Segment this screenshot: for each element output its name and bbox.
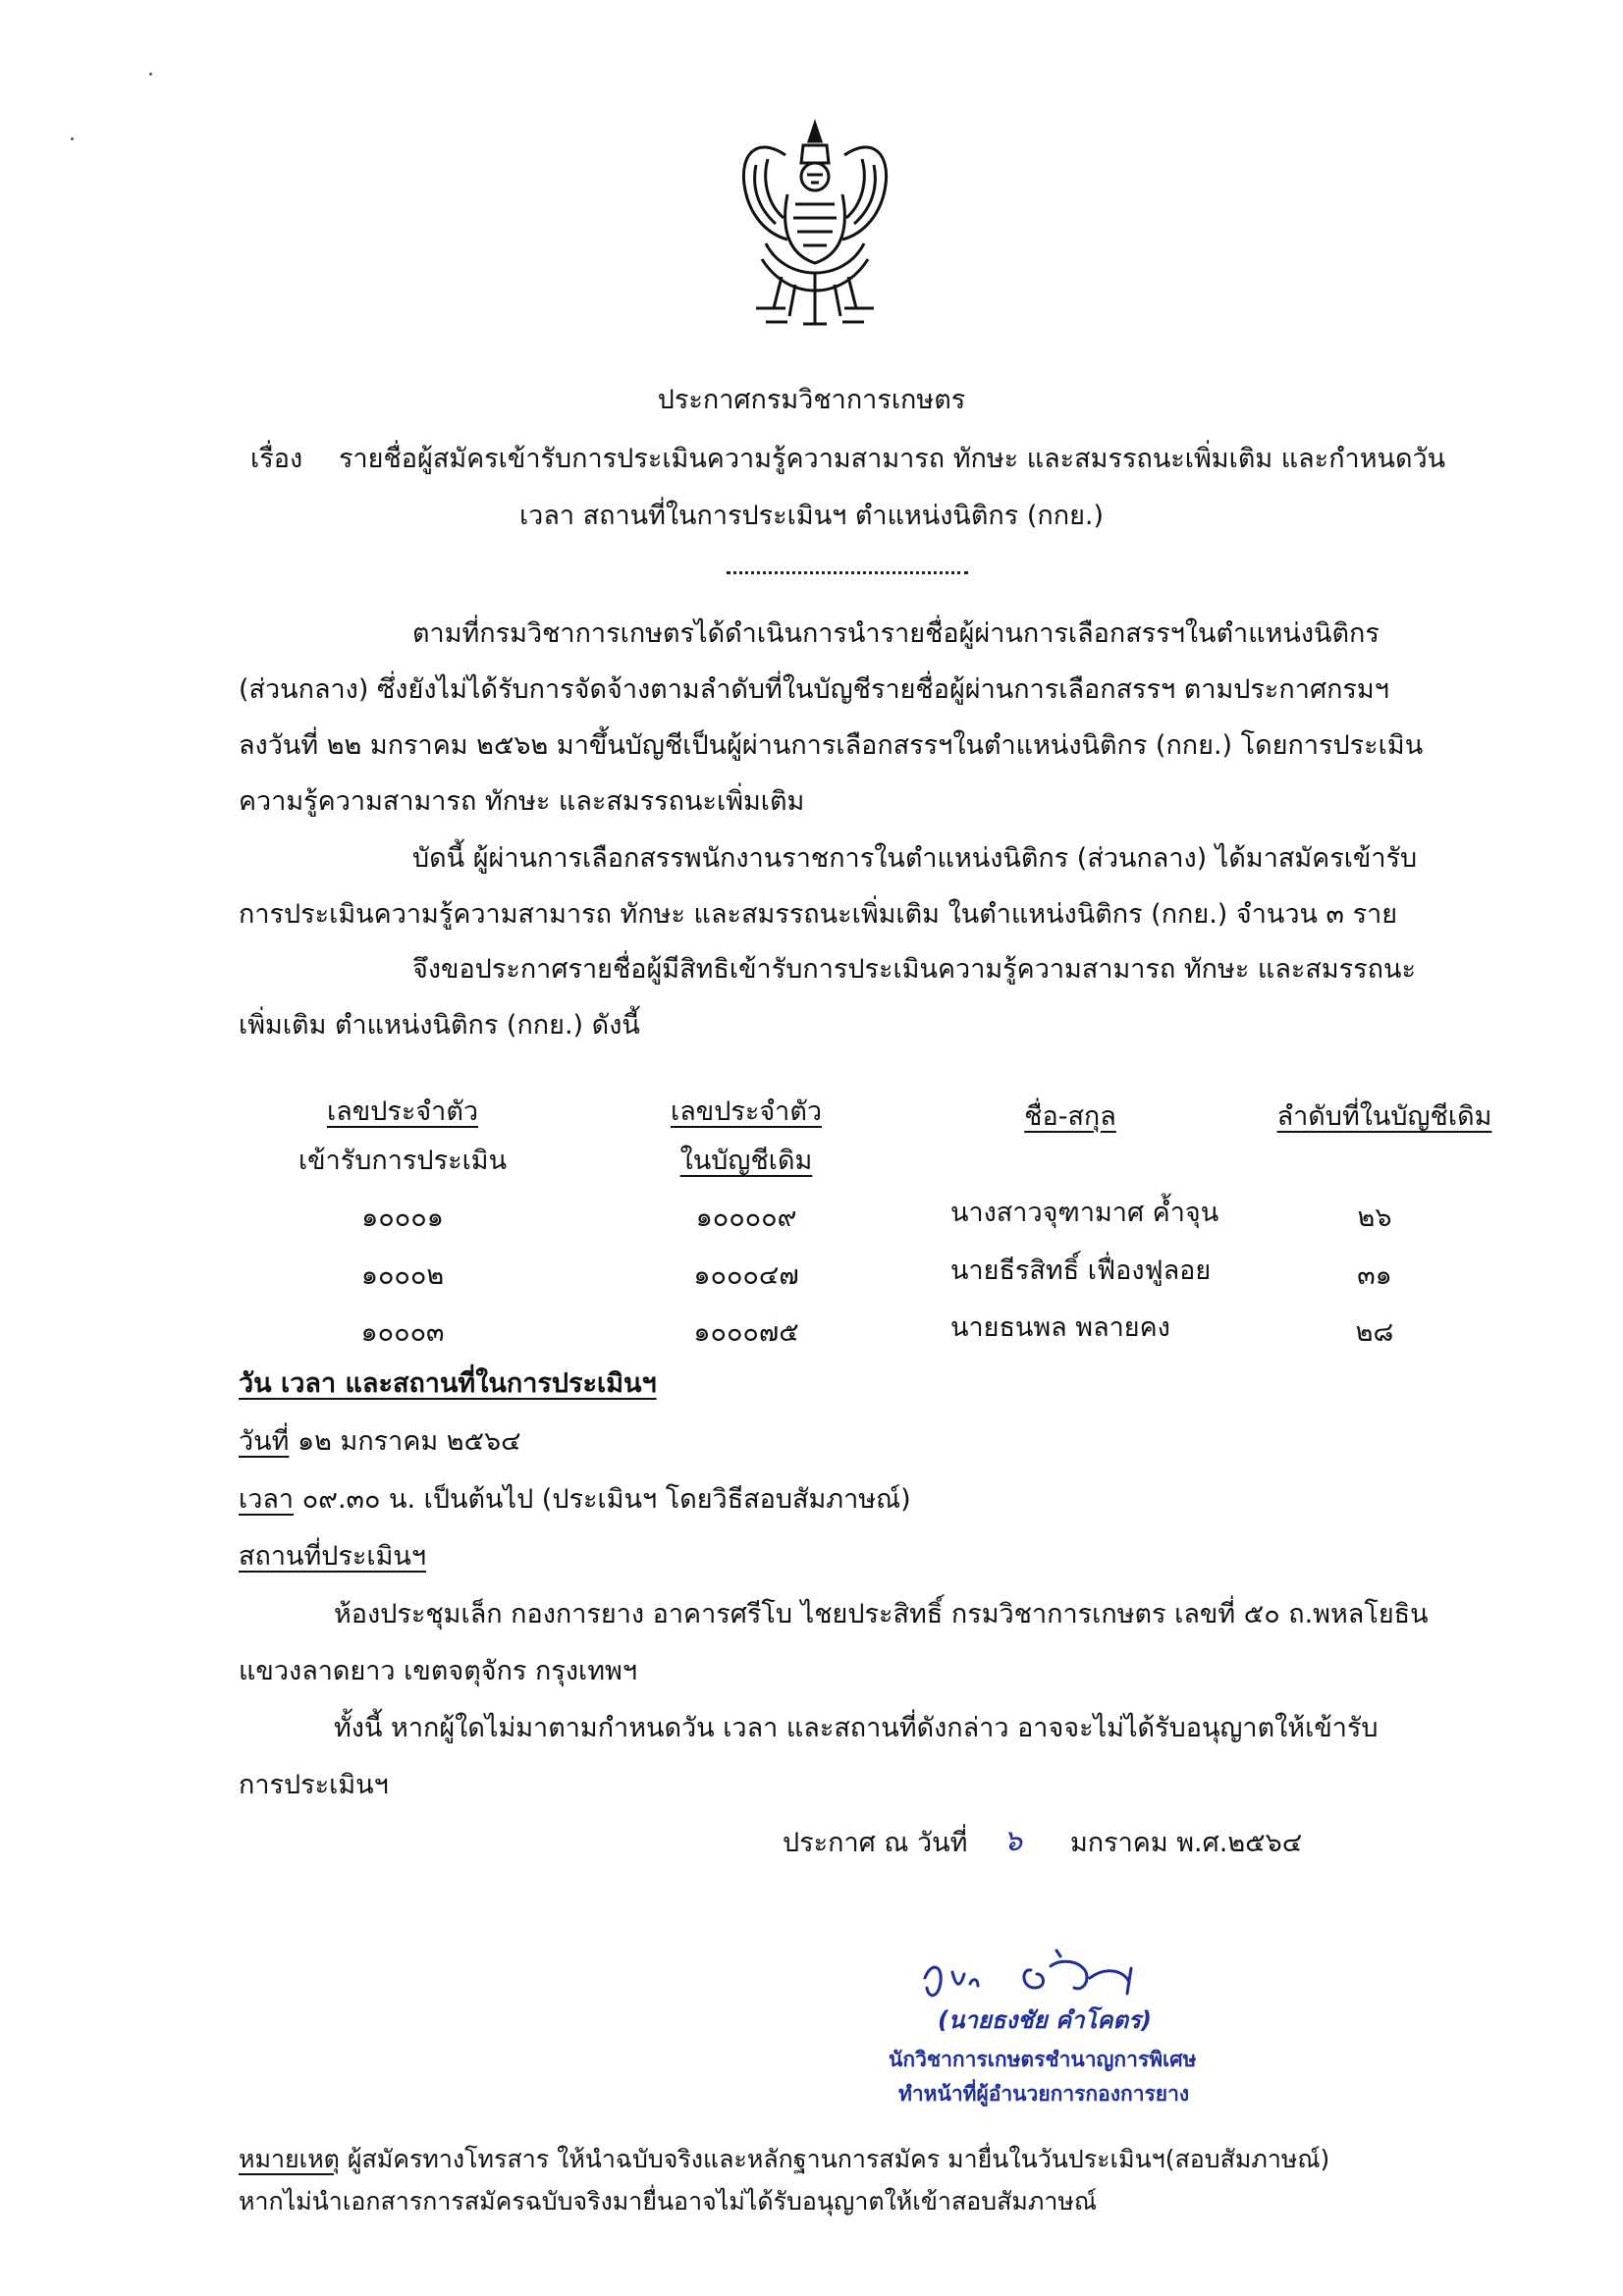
paragraph-1-line-3: ลงวันที่ ๒๒ มกราคม ๒๕๖๒ มาขึ้นบัญชีเป็นผู้ผ่านการเลือกสรรฯในตำแหน่งนิติกร (กกย.) โดยการประเมิน	[239, 730, 1424, 761]
paragraph-2-line-1: บัดนี้ ผู้ผ่านการเลือกสรรพนักงานราชการในตำแหน่งนิติกร (ส่วนกลาง) ได้มาสมัครเข้ารับ	[412, 843, 1418, 874]
scan-speck	[71, 137, 74, 140]
announce-suffix: มกราคม พ.ศ.๒๕๖๔	[1070, 1828, 1303, 1858]
note-line-1: ทั้งนี้ หากผู้ใดไม่มาตามกำหนดวัน เวลา และสถานที่ดังกล่าว อาจจะไม่ได้รับอนุญาตให้เข้ารับ	[334, 1713, 1379, 1743]
col-header-rank: ลำดับที่ในบัญชีเดิม	[1276, 1101, 1492, 1132]
subject-line-2: เวลา สถานที่ในการประเมินฯ ตำแหน่งนิติกร (กกย.)	[518, 501, 1105, 531]
paragraph-1-line-4: ความรู้ความสามารถ ทักษะ และสมรรถนะเพิ่มเติม	[239, 786, 805, 817]
remark-line-2: หากไม่นำเอกสารการสมัครฉบับจริงมายื่นอาจไม่ได้รับอนุญาตให้เข้าสอบสัมภาษณ์	[239, 2187, 1098, 2216]
time-value: ๐๙.๓๐ น. เป็นต้นไป (ประเมินฯ โดยวิธีสอบสัมภาษณ์)	[294, 1484, 911, 1515]
row-name: นายธีรสิทธิ์ เฟื่องฟูลอย	[950, 1255, 1212, 1286]
place-label: สถานที่ประเมินฯ	[239, 1541, 427, 1572]
place-line-1: ห้องประชุมเล็ก กองการยาง อาคารศรีโบ ไชยประสิทธิ์ กรมวิชาการเกษตร เลขที่ ๕๐ ถ.พหลโยธิน	[334, 1599, 1429, 1629]
row-rank: ๒๖	[1357, 1202, 1392, 1233]
place-line-2: แขวงลาดยาว เขตจตุจักร กรุงเทพฯ	[239, 1656, 638, 1686]
subject-line-1: รายชื่อผู้สมัครเข้ารับการประเมินความรู้ความสามารถ ทักษะ และสมรรถนะเพิ่มเติม และกำหนดวัน	[339, 444, 1446, 474]
signatory-position-1: นักวิชาการเกษตรชำนาญการพิเศษ	[889, 2048, 1197, 2071]
separator-dots	[727, 571, 968, 574]
subject-label: เรื่อง	[250, 444, 303, 474]
remark-label: หมายเหตุ	[239, 2145, 340, 2173]
time-label: เวลา	[239, 1484, 295, 1515]
row-eval-id: ๑๐๐๐๓	[360, 1317, 445, 1348]
row-orig-id: ๑๐๐๐๗๕	[693, 1317, 799, 1348]
paragraph-1-line-2: (ส่วนกลาง) ซึ่งยังไม่ได้รับการจัดจ้างตามลำดับที่ในบัญชีรายชื่อผู้ผ่านการเลือกสรรฯ ตามประกาศกรมฯ	[239, 674, 1389, 705]
remark-text-1: ผู้สมัครทางโทรสาร ให้นำฉบับจริงและหลักฐานการสมัคร มายื่นในวันประเมินฯ(สอบสัมภาษณ์)	[339, 2145, 1330, 2173]
row-rank: ๒๘	[1355, 1317, 1394, 1348]
org-title: ประกาศกรมวิชาการเกษตร	[657, 385, 966, 415]
col-header-orig-id-sub: ในบัญชีเดิม	[679, 1146, 813, 1176]
announce-prefix: ประกาศ ณ วันที่	[783, 1828, 968, 1858]
time-line	[239, 1482, 911, 1518]
garuda-emblem-icon	[727, 116, 903, 342]
col-header-eval-id: เลขประจำตัว	[326, 1096, 479, 1127]
row-name: นางสาวจุฑามาศ ค้ำจุน	[950, 1198, 1219, 1228]
row-name: นายธนพล พลายคง	[950, 1312, 1170, 1343]
col-header-eval-id-sub: เข้ารับการประเมิน	[298, 1146, 508, 1176]
schedule-heading: วัน เวลา และสถานที่ในการประเมินฯ	[239, 1368, 657, 1399]
paragraph-2-line-2: การประเมินความรู้ความสามารถ ทักษะ และสมรรถนะเพิ่มเติม ในตำแหน่งนิติกร (กกย.) จำนวน ๓ ราย	[239, 899, 1398, 930]
date-label: วันที่	[239, 1426, 290, 1457]
signatory-position-2: ทำหน้าที่ผู้อำนวยการกองการยาง	[898, 2082, 1190, 2106]
row-orig-id: ๑๐๐๐๔๗	[693, 1260, 799, 1291]
paragraph-1-line-1: ตามที่กรมวิชาการเกษตรได้ดำเนินการนำรายชื่อผู้ผ่านการเลือกสรรฯในตำแหน่งนิติกร	[412, 618, 1380, 649]
paragraph-3-line-2: เพิ่มเติม ตำแหน่งนิติกร (กกย.) ดังนี้	[239, 1010, 640, 1041]
row-rank: ๓๑	[1357, 1260, 1392, 1291]
date-line	[239, 1424, 521, 1460]
announce-day: ๖	[1003, 1824, 1023, 1858]
row-eval-id: ๑๐๐๐๒	[360, 1260, 445, 1291]
paragraph-3-line-1: จึงขอประกาศรายชื่อผู้มีสิทธิเข้ารับการประเมินความรู้ความสามารถ ทักษะ และสมรรถนะ	[412, 954, 1416, 985]
scan-speck	[149, 73, 152, 76]
row-orig-id: ๑๐๐๐๐๙	[695, 1202, 797, 1233]
col-header-orig-id: เลขประจำตัว	[670, 1096, 823, 1127]
date-value: ๑๒ มกราคม ๒๕๖๔	[289, 1426, 521, 1457]
signatory-name: (นายธงชัย คำโคตร)	[938, 2006, 1152, 2034]
row-eval-id: ๑๐๐๐๑	[361, 1202, 444, 1233]
note-line-2: การประเมินฯ	[239, 1770, 389, 1800]
remark-line-1	[239, 2142, 1329, 2177]
col-header-name: ชื่อ-สกุล	[1024, 1101, 1116, 1132]
